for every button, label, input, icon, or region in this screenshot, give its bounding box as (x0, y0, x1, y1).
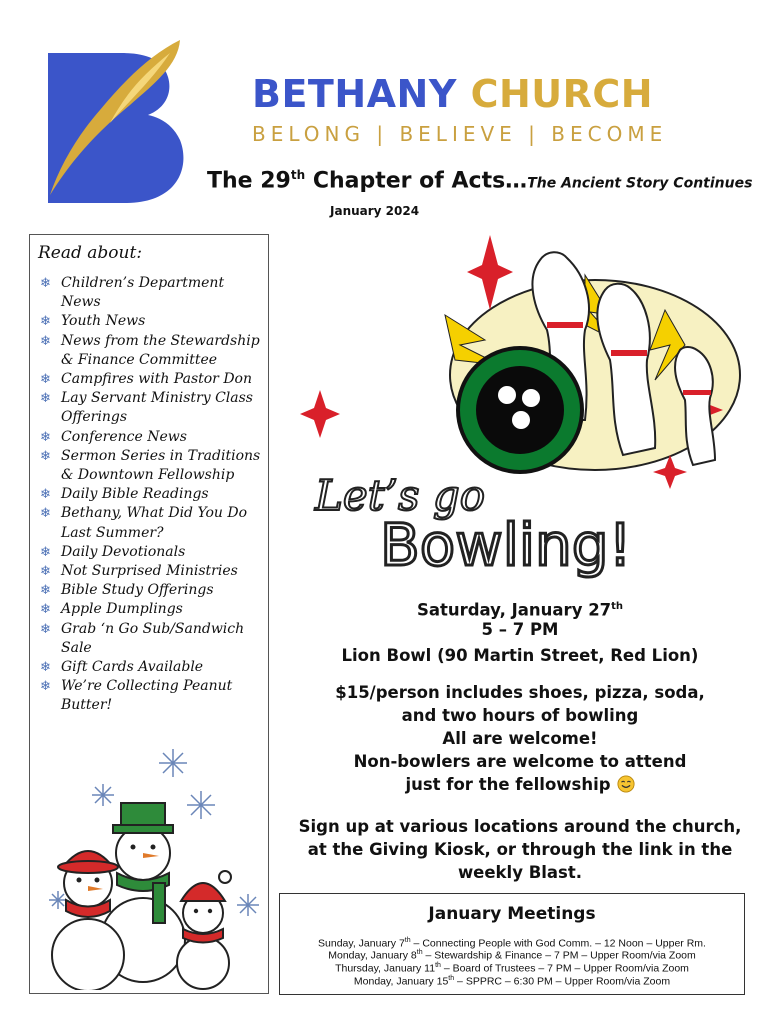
snowflake-icon: ❄ (40, 544, 51, 560)
contents-item-label: We’re Collecting Peanut Butter! (61, 678, 233, 714)
contents-item (38, 677, 266, 715)
church-name-part1: BETHANY (252, 72, 457, 116)
meeting-details: – Connecting People with God Comm. – 12 Noon – Upper Rm. (410, 937, 706, 950)
snowflake-icon: ❄ (40, 583, 51, 599)
smiley-icon (617, 775, 635, 793)
event-nonbowlers-line1: Non-bowlers are welcome to attend (353, 752, 687, 771)
contents-item (38, 332, 266, 370)
contents-item (38, 543, 266, 562)
snowflake-icon: ❄ (40, 679, 51, 695)
event-place: Lion Bowl (90 Martin Street, Red Lion) (341, 646, 699, 665)
contents-item-label: Conference News (61, 428, 187, 445)
snowflake-icon: ❄ (40, 448, 51, 464)
contents-item-label: Daily Bible Readings (61, 486, 209, 503)
contents-item (38, 504, 266, 542)
contents-item (38, 428, 266, 447)
snowflake-icon: ❄ (40, 276, 51, 291)
contents-item (38, 274, 266, 312)
meetings-title: January Meetings (428, 904, 596, 924)
snowflake-icon: ❄ (40, 506, 51, 522)
signup-line1: Sign up at various locations around the church, (298, 817, 742, 836)
contents-item-label: Campfires with Pastor Don (61, 371, 252, 388)
snowmen-illustration (33, 735, 265, 990)
contents-item (38, 620, 266, 658)
bowling-illustration (285, 220, 755, 580)
title-pre: The 29 (207, 168, 291, 194)
event-date-sup: th (611, 601, 624, 612)
church-name (252, 72, 653, 116)
meeting-details: – Stewardship & Finance – 7 PM – Upper Room/via Zoom (422, 949, 696, 962)
meeting-date-sup: th (416, 949, 423, 956)
contents-item (38, 562, 266, 581)
snowflake-icon: ❄ (40, 391, 51, 407)
title-post: Chapter of Acts… (305, 168, 528, 194)
meeting-date-sup: th (448, 975, 455, 982)
meeting-date: Thursday, January 11 (335, 962, 436, 975)
contents-item-label: Sermon Series in Traditions & Downtown Fellowship (61, 447, 261, 484)
meeting-date: Monday, January 8 (328, 949, 417, 962)
contents-item (38, 658, 266, 677)
meeting-details: – Board of Trustees – 7 PM – Upper Room/via Zoom (440, 962, 689, 975)
snowflake-icon: ❄ (40, 333, 51, 349)
snowflake-icon: ❄ (40, 621, 51, 637)
sidebar-heading: Read about: (38, 243, 143, 263)
snowflake-icon: ❄ (40, 564, 51, 580)
signup-line3: weekly Blast. (457, 863, 583, 882)
contents-item (38, 581, 266, 600)
church-name-part2: CHURCH (470, 72, 654, 116)
meeting-date: Sunday, January 7 (318, 937, 405, 950)
event-date (285, 596, 755, 621)
contents-item-label: Apple Dumplings (61, 601, 183, 618)
contents-item-label: Daily Devotionals (61, 543, 186, 560)
event-price-line2: and two hours of bowling (401, 706, 639, 725)
church-tagline: BELONG | BELIEVE | BECOME (252, 122, 668, 146)
nonbowlers-text: just for the fellowship (405, 775, 611, 794)
contents-item (38, 370, 266, 389)
event-time: 5 – 7 PM (481, 620, 559, 639)
snowflake-icon: ❄ (40, 429, 51, 445)
art-line1: Let’s go (315, 471, 486, 520)
contents-item-label: Not Surprised Ministries (61, 563, 238, 580)
meeting-details: – SPPRC – 6:30 PM – Upper Room/via Zoom (454, 975, 671, 988)
meeting-item (279, 973, 745, 988)
meeting-date-sup: th (435, 962, 441, 969)
contents-item-label: Grab ‘n Go Sub/Sandwich Sale (61, 620, 245, 656)
title-sup: th (290, 168, 306, 182)
newsletter-title (207, 168, 752, 193)
event-welcome: All are welcome! (442, 729, 598, 748)
contents-item (38, 485, 266, 504)
contents-item-label: Bethany, What Did You Do Last Summer? (61, 505, 248, 541)
snowflake-icon: ❄ (40, 314, 51, 330)
signup-line2: at the Giving Kiosk, or through the link in the (307, 840, 733, 859)
meeting-date-sup: th (404, 937, 411, 944)
issue-date: January 2024 (330, 204, 420, 218)
contents-item (38, 312, 266, 331)
event-price-line1: $15/person includes shoes, pizza, soda, (335, 683, 705, 702)
contents-item-label: Youth News (61, 313, 146, 330)
meeting-date: Monday, January 15 (353, 975, 449, 988)
contents-item (38, 600, 266, 619)
contents-item-label: Children’s Department News (61, 275, 225, 311)
contents-list (38, 274, 266, 716)
contents-item (38, 447, 266, 485)
title-subtitle: The Ancient Story Continues (527, 175, 753, 192)
contents-item-label: Bible Study Offerings (61, 582, 214, 599)
contents-item-label: Gift Cards Available (61, 659, 204, 676)
snowflake-icon: ❄ (40, 487, 51, 503)
contents-item-label: News from the Stewardship & Finance Committee (61, 332, 260, 368)
art-line2: Bowling! (380, 511, 632, 579)
snowflake-icon: ❄ (40, 372, 51, 388)
snowflake-icon: ❄ (40, 660, 51, 676)
event-date-text: Saturday, January 27 (416, 600, 612, 620)
contents-item (38, 389, 266, 427)
church-logo (30, 35, 190, 205)
contents-item-label: Lay Servant Ministry Class Offerings (61, 390, 253, 426)
snowflake-icon: ❄ (40, 602, 51, 618)
event-nonbowlers-line2 (285, 774, 755, 795)
